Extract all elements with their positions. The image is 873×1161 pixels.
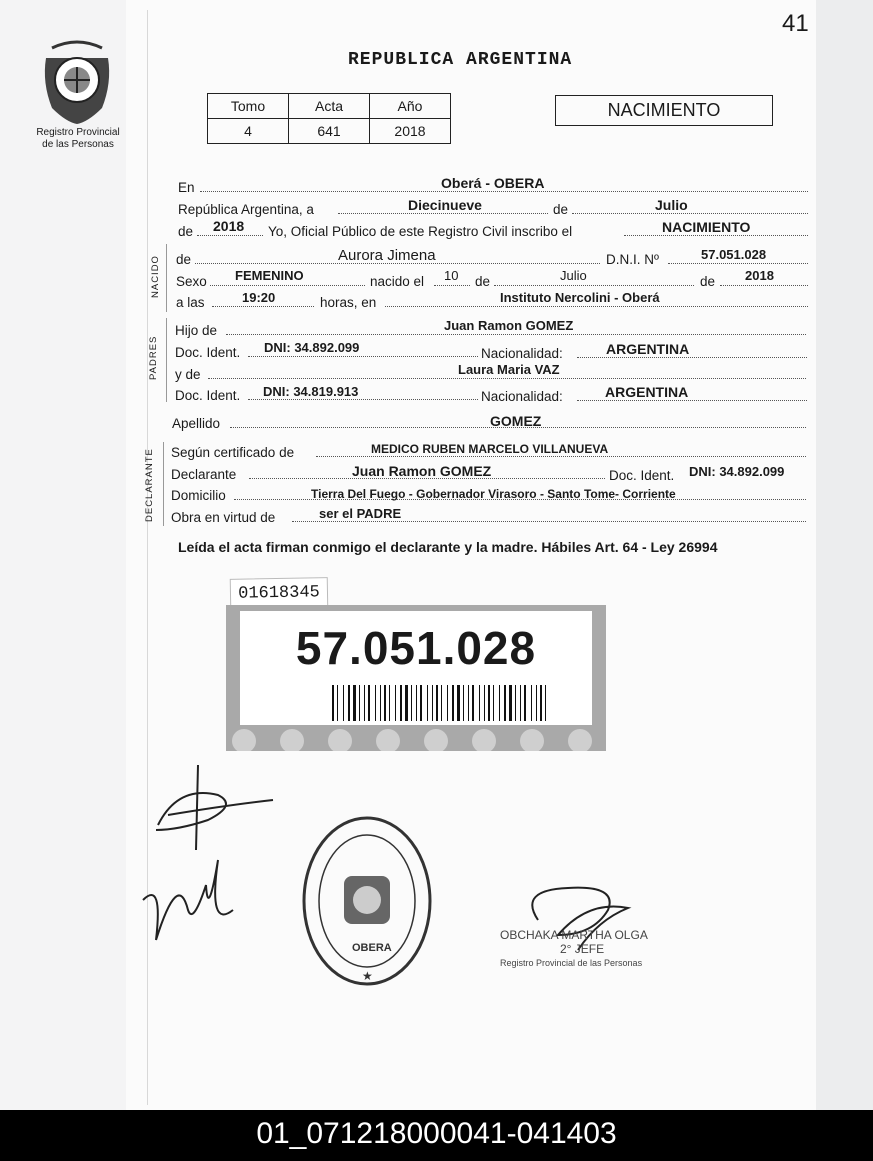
side-label-padres: PADRES (148, 335, 159, 380)
dotted-line (434, 285, 470, 286)
value-declarante-doc: DNI: 34.892.099 (689, 464, 785, 479)
svg-text:★: ★ (362, 969, 373, 983)
dotted-line (577, 400, 807, 401)
value-declarante: Juan Ramon GOMEZ (352, 463, 492, 479)
value-dia: Diecinueve (408, 197, 482, 213)
dotted-line (200, 191, 808, 192)
label-doc-ident-2: Doc. Ident. (175, 388, 241, 403)
label-doc-ident-3: Doc. Ident. (609, 468, 675, 483)
provincial-seal-logo (38, 38, 116, 124)
label-de-b2: de (700, 274, 716, 289)
label-horas-en: horas, en (320, 295, 377, 310)
side-label-nacido: NACIDO (150, 255, 161, 298)
label-yo: Yo, Oficial Público de este Registro Civil inscribo el (268, 224, 573, 239)
label-de-b1: de (475, 274, 491, 289)
dotted-line (292, 521, 806, 522)
officer-office: Registro Provincial de las Personas (500, 958, 643, 968)
value-mes-nac: Julio (560, 268, 587, 283)
section-divider (166, 244, 167, 312)
dotted-line (316, 456, 806, 457)
registry-label-line2: de las Personas (42, 139, 114, 150)
dotted-line (668, 263, 808, 264)
barcode (332, 685, 548, 721)
label-nacionalidad-2: Nacionalidad: (481, 389, 563, 404)
acta-header: Acta (289, 94, 370, 119)
value-padre-nac: ARGENTINA (606, 341, 690, 357)
label-a-las: a las (176, 295, 205, 310)
value-apellido: GOMEZ (490, 413, 542, 429)
label-obra: Obra en virtud de (171, 510, 276, 525)
dotted-line (248, 356, 478, 357)
dotted-line (248, 399, 478, 400)
value-certificado: MEDICO RUBEN MARCELO VILLANUEVA (371, 442, 609, 456)
officer-block (500, 928, 648, 970)
closing-note: Leída el acta firman conmigo el declarante y la madre. Hábiles Art. 64 - Ley 26994 (178, 539, 718, 555)
label-en: En (178, 180, 195, 195)
anio-header: Año (370, 94, 451, 119)
document-title: REPUBLICA ARGENTINA (348, 50, 573, 70)
value-padre-doc: DNI: 34.892.099 (264, 340, 360, 355)
value-domicilio: Tierra Del Fuego - Gobernador Virasoro - Santo Tome- Corriente (311, 487, 676, 501)
label-de-name: de (176, 252, 192, 267)
dotted-line (338, 213, 548, 214)
label-y-de: y de (175, 367, 201, 382)
acta-value: 641 (289, 119, 370, 144)
officer-name: OBCHAKA MARTHA OLGA (500, 928, 648, 942)
value-madre-nac: ARGENTINA (605, 384, 689, 400)
officer-role: 2° JEFE (560, 942, 605, 956)
value-obra: ser el PADRE (319, 506, 402, 521)
value-anio-nac: 2018 (745, 268, 774, 283)
label-hijo-de: Hijo de (175, 323, 218, 338)
value-padre: Juan Ramon GOMEZ (444, 318, 574, 333)
sticker-inner (240, 611, 592, 725)
label-republica: República Argentina, a (178, 202, 314, 217)
value-lugar-nac: Instituto Nercolini - Oberá (500, 290, 660, 305)
left-margin (0, 0, 126, 1110)
dotted-line (208, 378, 806, 379)
record-table (207, 93, 451, 144)
registry-label-line1: Registro Provincial (36, 127, 120, 138)
file-id: 01_071218000041-041403 (256, 1117, 617, 1150)
side-label-declarante: DECLARANTE (144, 448, 155, 522)
dotted-line (226, 334, 806, 335)
dotted-line (624, 235, 808, 236)
value-inscripcion: NACIMIENTO (662, 219, 751, 235)
label-sexo: Sexo (176, 274, 207, 289)
label-domicilio: Domicilio (171, 488, 226, 503)
security-pattern (226, 727, 606, 751)
section-divider (166, 318, 167, 402)
dotted-line (385, 306, 808, 307)
serial-number: 01618345 (230, 577, 329, 611)
label-declarante: Declarante (171, 467, 237, 482)
anio-value: 2018 (370, 119, 451, 144)
label-de: de (553, 202, 569, 217)
label-de2: de (178, 224, 194, 239)
dotted-line (494, 285, 694, 286)
stamp-city: OBERA (352, 942, 392, 954)
value-mes: Julio (655, 197, 688, 213)
value-lugar: Oberá - OBERA (441, 175, 545, 191)
value-dni: 57.051.028 (701, 247, 767, 262)
value-sexo: FEMENINO (235, 268, 304, 283)
registry-label (28, 127, 128, 151)
dotted-line (572, 213, 808, 214)
dotted-line (212, 306, 314, 307)
tomo-value: 4 (208, 119, 289, 144)
dotted-line (720, 285, 808, 286)
label-apellido: Apellido (172, 416, 221, 431)
value-madre-doc: DNI: 34.819.913 (263, 384, 359, 399)
dni-sticker (226, 605, 606, 751)
record-type-box: NACIMIENTO (555, 95, 773, 126)
registry-stamp (300, 814, 434, 988)
section-divider (163, 442, 164, 526)
label-nacido-el: nacido el (370, 274, 425, 289)
value-hora: 19:20 (242, 290, 276, 305)
label-segun: Según certificado de (171, 445, 295, 460)
label-dni: D.N.I. Nº (606, 252, 659, 267)
value-dia-nac: 10 (444, 268, 459, 283)
label-doc-ident-1: Doc. Ident. (175, 345, 241, 360)
file-id-bar (0, 1110, 873, 1161)
dotted-line (197, 235, 263, 236)
label-nacionalidad-1: Nacionalidad: (481, 346, 563, 361)
value-nombre: Aurora Jimena (338, 247, 436, 264)
sticker-dni-number: 57.051.028 (295, 622, 537, 674)
dotted-line (210, 285, 365, 286)
dotted-line (577, 357, 807, 358)
signature-declarante (138, 760, 278, 950)
value-anio: 2018 (213, 218, 245, 234)
tomo-header: Tomo (208, 94, 289, 119)
page-number: 41 (782, 10, 809, 37)
value-madre: Laura Maria VAZ (458, 362, 560, 377)
